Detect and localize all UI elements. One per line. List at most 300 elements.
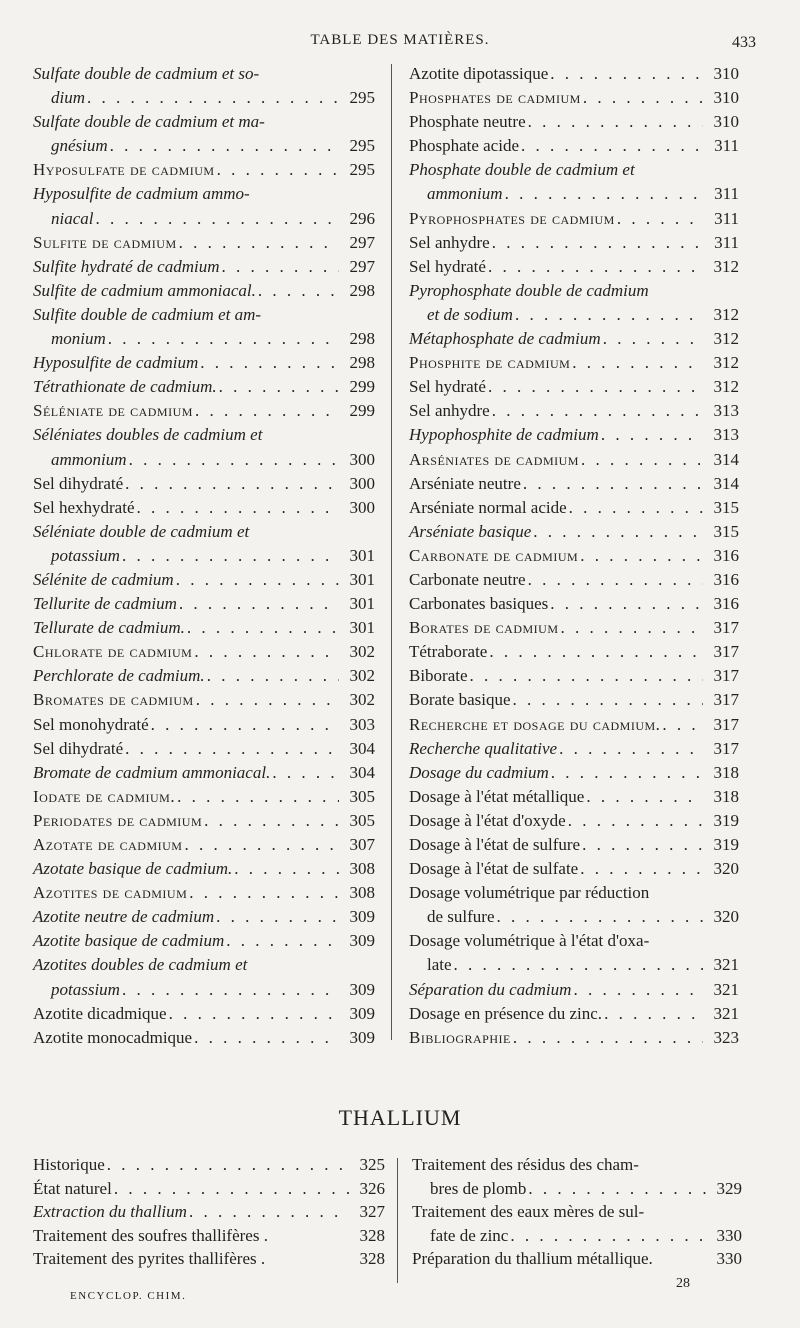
leader-dots <box>603 327 703 351</box>
toc-entry <box>409 134 739 158</box>
toc-entry-page: 308 <box>349 859 375 879</box>
toc-entry <box>409 399 739 423</box>
leader-dots <box>582 833 703 857</box>
leader-dots <box>470 664 703 688</box>
toc-entry <box>409 978 739 1002</box>
leader-dots <box>234 857 339 881</box>
leader-dots <box>114 1177 349 1201</box>
leader-dots <box>580 544 703 568</box>
toc-entry-page: 301 <box>349 545 375 565</box>
toc-entry <box>409 833 739 857</box>
toc-entry-title: Perchlorate de cadmium. <box>33 666 205 686</box>
toc-entry <box>409 1002 739 1026</box>
leader-dots <box>581 448 703 472</box>
toc-entry-page: 313 <box>713 425 739 445</box>
toc-entry-title: Séléniate double de cadmium et <box>33 521 250 541</box>
toc-entry-page: 305 <box>349 786 375 806</box>
leader-dots <box>195 399 339 423</box>
toc-entry-title: Pyrophosphate double de cadmium <box>409 280 649 300</box>
toc-entry-page: 317 <box>713 714 739 734</box>
toc-entry-page: 299 <box>349 401 375 421</box>
toc-entry <box>409 592 739 616</box>
toc-entry-title: Tétrathionate de cadmium. <box>33 377 217 397</box>
column-divider <box>391 64 392 1040</box>
page-number: 433 <box>732 34 756 51</box>
toc-entry-title: Phosphate double de cadmium et <box>409 160 635 180</box>
leader-dots <box>207 664 339 688</box>
toc-entry-title: Préparation du thallium métallique. <box>412 1249 653 1268</box>
toc-entry-title: Sulfite de cadmium ammoniacal. <box>33 280 256 300</box>
toc-entry <box>33 279 375 303</box>
toc-entry-title: et de sodium <box>427 304 513 324</box>
toc-entry <box>409 62 739 86</box>
toc-entry <box>33 592 375 616</box>
toc-entry-title: Periodates de cadmium <box>33 810 203 830</box>
leader-dots <box>488 375 703 399</box>
leader-dots <box>125 472 339 496</box>
toc-entry-title: Sel dihydraté <box>33 473 124 493</box>
toc-entry-page: 312 <box>713 377 739 397</box>
toc-entry-page: 321 <box>713 1003 739 1023</box>
toc-entry-title: Borates de cadmium <box>409 618 559 638</box>
toc-entry-page: 323 <box>713 1027 739 1047</box>
toc-entry-title: Sel anhydre <box>409 232 490 252</box>
section-title: THALLIUM <box>338 1105 462 1130</box>
leader-dots <box>528 1177 706 1201</box>
leader-dots <box>550 592 703 616</box>
leader-dots <box>125 737 339 761</box>
toc-entry-title: Arséniate basique <box>409 521 532 541</box>
toc-entry <box>33 664 375 688</box>
leader-dots <box>662 713 703 737</box>
toc-entry-page: 314 <box>713 473 739 493</box>
toc-entry <box>33 688 375 712</box>
toc-entry <box>409 688 739 712</box>
toc-entry-title: Sel anhydre <box>409 401 490 421</box>
leader-dots <box>583 86 703 110</box>
toc-entry-page: 295 <box>349 136 375 156</box>
toc-entry <box>409 737 739 761</box>
toc-entry <box>33 1002 375 1026</box>
toc-entry <box>412 1177 742 1201</box>
toc-entry <box>409 785 739 809</box>
toc-entry-page: 298 <box>349 329 375 349</box>
column-divider-bottom <box>397 1158 398 1283</box>
toc-entry-page: 300 <box>349 449 375 469</box>
toc-entry-page: 320 <box>713 859 739 879</box>
toc-entry <box>409 448 739 472</box>
toc-entry <box>409 375 739 399</box>
toc-entry-title: Hyposulfate de cadmium <box>33 160 215 180</box>
toc-entry <box>33 809 375 833</box>
toc-entry-page: 305 <box>349 810 375 830</box>
leader-dots <box>617 207 703 231</box>
leader-dots <box>107 1153 349 1177</box>
toc-entry-title: Sélénite de cadmium <box>33 569 174 589</box>
toc-entry-title: Azotite dipotassique <box>409 64 549 83</box>
toc-entry-page: 309 <box>349 931 375 951</box>
leader-dots <box>196 688 339 712</box>
toc-entry-page: 329 <box>716 1178 742 1198</box>
leader-dots <box>122 978 339 1002</box>
toc-entry <box>33 399 375 423</box>
toc-entry-title: Dosage à l'état d'oxyde <box>409 810 566 830</box>
toc-entry-page: 299 <box>349 377 375 397</box>
toc-entry-page: 328 <box>359 1225 385 1245</box>
toc-entry-page: 312 <box>713 256 739 276</box>
toc-entry-page: 327 <box>359 1202 385 1221</box>
toc-entry <box>409 472 739 496</box>
toc-entry <box>33 375 375 399</box>
leader-dots <box>573 978 703 1002</box>
toc-entry-page: 301 <box>349 594 375 614</box>
toc-entry-title: Sel hexhydraté <box>33 497 135 517</box>
toc-entry-page: 309 <box>349 1027 375 1047</box>
toc-entry-title: gnésium <box>51 136 108 156</box>
toc-entry <box>33 1177 385 1201</box>
toc-entry-title: Azotate de cadmium <box>33 835 183 854</box>
toc-entry-page: 295 <box>349 160 375 180</box>
leader-dots <box>580 857 703 881</box>
running-title: TABLE DES MATIÈRES. <box>310 32 490 48</box>
toc-entry-title: ammonium <box>51 449 127 469</box>
leader-dots <box>569 496 703 520</box>
toc-entry <box>33 86 375 110</box>
toc-entry-title: Traitement des eaux mères de sul- <box>412 1202 645 1221</box>
toc-entry-title: Sulfite de cadmium <box>33 232 177 252</box>
toc-entry-page: 309 <box>349 979 375 999</box>
leader-dots <box>572 351 703 375</box>
toc-entry <box>409 255 739 279</box>
toc-entry-title: Sel dihydraté <box>33 738 124 758</box>
toc-entry <box>33 472 375 496</box>
toc-entry-title: Traitement des pyrites thallifères . <box>33 1249 266 1268</box>
toc-entry-page: 309 <box>349 907 375 927</box>
toc-entry-page: 317 <box>713 690 739 710</box>
toc-entry-page: 310 <box>713 112 739 132</box>
toc-entry <box>33 857 375 881</box>
toc-entry-title: de sulfure <box>427 907 495 927</box>
leader-dots <box>505 182 703 206</box>
toc-entry-title: Sel hydraté <box>409 256 486 276</box>
leader-dots <box>200 351 339 375</box>
toc-entry-page: 330 <box>716 1225 742 1245</box>
leader-dots <box>492 399 703 423</box>
toc-entry-title: niacal <box>51 208 94 228</box>
leader-dots <box>489 640 703 664</box>
toc-entry-page: 295 <box>349 88 375 108</box>
leader-dots <box>454 953 703 977</box>
toc-entry-title: fate de zinc <box>430 1225 509 1245</box>
toc-entry <box>33 1026 375 1050</box>
signature-mark: 28 <box>676 1276 690 1291</box>
toc-entry-title: monium <box>51 329 106 349</box>
leader-dots <box>222 255 340 279</box>
toc-entry-title: Historique <box>33 1155 105 1174</box>
leader-dots <box>492 231 703 255</box>
leader-dots <box>219 375 339 399</box>
leader-dots <box>217 158 339 182</box>
toc-entry-page: 308 <box>349 883 375 903</box>
toc-entry-title: Sel hydraté <box>409 377 486 397</box>
toc-entry <box>409 351 739 375</box>
toc-entry <box>33 978 375 1002</box>
toc-entry-page: 317 <box>713 666 739 686</box>
toc-entry <box>409 905 739 929</box>
toc-entry <box>33 448 375 472</box>
toc-entry-page: 298 <box>349 280 375 300</box>
toc-entry-title: Carbonates basiques <box>409 594 549 614</box>
leader-dots <box>513 688 704 712</box>
toc-entry <box>33 833 375 857</box>
leader-dots <box>533 520 703 544</box>
leader-dots <box>189 881 339 905</box>
leader-dots <box>497 905 703 929</box>
toc-entry-page: 302 <box>349 690 375 710</box>
toc-entry-page: 297 <box>349 256 375 276</box>
toc-entry-title: Arséniates de cadmium <box>409 449 579 469</box>
toc-entry <box>409 231 739 255</box>
toc-entry-title: Azotite monocadmique <box>33 1027 193 1047</box>
toc-entry <box>409 713 739 737</box>
toc-column-right-bottom <box>412 1153 742 1271</box>
toc-entry-title: Sulfite hydraté de cadmium <box>33 256 220 276</box>
toc-entry-page: 302 <box>349 666 375 686</box>
leader-dots <box>528 568 703 592</box>
toc-entry-page: 328 <box>359 1249 385 1268</box>
toc-entry-title: Recherche et dosage du cadmium. <box>409 714 661 734</box>
toc-entry-page: 317 <box>713 618 739 638</box>
leader-dots <box>586 785 703 809</box>
toc-entry-title: Sulfate double de cadmium et ma- <box>33 112 265 132</box>
toc-column-left-bottom <box>33 1153 385 1271</box>
leader-dots <box>488 255 703 279</box>
toc-entry <box>33 544 375 568</box>
toc-entry-title: Chlorate de cadmium <box>33 642 193 662</box>
toc-entry-page: 315 <box>713 521 739 541</box>
toc-entry-page: 316 <box>713 545 739 565</box>
leader-dots <box>204 809 339 833</box>
leader-dots <box>110 134 339 158</box>
toc-entry-page: 307 <box>349 835 375 854</box>
toc-entry-page: 312 <box>713 304 739 324</box>
toc-entry <box>33 785 375 809</box>
toc-entry-title: Hyposulfite de cadmium ammo- <box>33 184 250 204</box>
toc-entry-title: Séléniate de cadmium <box>33 401 193 421</box>
toc-entry <box>33 231 375 255</box>
toc-entry-title: Dosage volumétrique à l'état d'oxa- <box>409 931 650 951</box>
leader-dots <box>550 62 703 86</box>
leader-dots <box>513 1026 703 1050</box>
toc-entry-page: 314 <box>713 449 739 469</box>
toc-entry-title: Carbonate de cadmium <box>409 545 579 565</box>
toc-entry-title: Extraction du thallium <box>33 1202 187 1221</box>
toc-entry <box>409 423 739 447</box>
toc-entry-page: 320 <box>713 907 739 927</box>
leader-dots <box>551 761 703 785</box>
leader-dots <box>108 327 339 351</box>
toc-entry-title: Dosage à l'état métallique <box>409 786 585 806</box>
toc-entry <box>412 1224 742 1248</box>
toc-entry-page: 301 <box>349 618 375 638</box>
toc-entry-page: 318 <box>713 762 739 782</box>
toc-entry <box>409 761 739 785</box>
leader-dots <box>216 905 339 929</box>
toc-entry <box>409 86 739 110</box>
leader-dots <box>151 713 339 737</box>
toc-entry <box>33 929 375 953</box>
toc-entry-title: Azotites doubles de cadmium et <box>33 955 248 975</box>
toc-entry-page: 311 <box>714 184 739 204</box>
toc-entry-page: 310 <box>713 88 739 108</box>
leader-dots <box>194 1026 339 1050</box>
leader-dots <box>515 303 703 327</box>
toc-entry-title: Tétraborate <box>409 642 488 662</box>
leader-dots <box>559 737 703 761</box>
leader-dots <box>561 616 703 640</box>
toc-entry-page: 325 <box>359 1155 385 1174</box>
toc-entry-page: 321 <box>713 979 739 999</box>
leader-dots <box>122 544 339 568</box>
toc-entry-page: 312 <box>713 353 739 373</box>
toc-entry-title: ammonium <box>427 184 503 204</box>
toc-entry <box>409 1026 739 1050</box>
toc-entry <box>409 544 739 568</box>
leader-dots <box>184 833 339 857</box>
toc-entry-title: Bromates de cadmium <box>33 690 194 710</box>
toc-entry-title: Dosage du cadmium <box>409 762 549 782</box>
toc-entry-title: Recherche qualitative <box>409 738 558 758</box>
toc-entry-title: Hypophosphite de cadmium <box>409 425 599 445</box>
toc-entry-title: Phosphite de cadmium <box>409 353 571 373</box>
toc-entry-title: Biborate <box>409 666 468 686</box>
toc-column-left-top <box>33 62 375 1050</box>
toc-column-right-top <box>409 62 739 1050</box>
toc-entry-title: Iodate de cadmium. <box>33 786 176 806</box>
toc-entry <box>409 568 739 592</box>
toc-entry <box>33 134 375 158</box>
toc-entry-title: Tellurite de cadmium <box>33 594 177 614</box>
toc-entry-page: 317 <box>713 642 739 662</box>
leader-dots <box>87 86 339 110</box>
toc-entry-page: 317 <box>713 738 739 758</box>
toc-entry-title: Borate basique <box>409 690 511 710</box>
leader-dots <box>129 448 339 472</box>
toc-entry-title: Bromate de cadmium ammoniacal. <box>33 762 271 782</box>
toc-entry <box>409 664 739 688</box>
toc-entry-page: 302 <box>349 642 375 662</box>
toc-entry-title: Dosage à l'état de sulfate <box>409 859 579 879</box>
toc-entry-page: 300 <box>349 497 375 517</box>
leader-dots <box>510 1224 706 1248</box>
footer-publication: ENCYCLOP. CHIM. <box>70 1290 187 1302</box>
leader-dots <box>604 1002 703 1026</box>
toc-entry-title: Dosage volumétrique par réduction <box>409 883 650 903</box>
toc-entry <box>33 881 375 905</box>
toc-entry-title: Carbonate neutre <box>409 569 526 589</box>
leader-dots <box>601 423 703 447</box>
toc-entry-title: Arséniate neutre <box>409 473 521 493</box>
toc-entry-page: 310 <box>713 64 739 83</box>
toc-entry <box>33 640 375 664</box>
toc-entry-title: Phosphate neutre <box>409 112 526 132</box>
toc-entry-page: 326 <box>359 1178 385 1198</box>
leader-dots <box>226 929 339 953</box>
toc-entry-page: 330 <box>716 1249 742 1268</box>
leader-dots <box>187 616 339 640</box>
toc-entry <box>33 1224 385 1248</box>
toc-entry-title: dium <box>51 88 85 108</box>
toc-entry-title: Arséniate normal acide <box>409 497 567 517</box>
toc-entry-page: 300 <box>349 473 375 493</box>
toc-entry <box>412 1247 742 1271</box>
toc-entry-title: Dosage en présence du zinc. <box>409 1003 603 1023</box>
toc-entry-page: 309 <box>349 1003 375 1023</box>
toc-entry <box>409 520 739 544</box>
toc-entry <box>33 761 375 785</box>
toc-entry-title: Phosphates de cadmium <box>409 88 581 108</box>
leader-dots <box>568 809 703 833</box>
toc-entry-title: potassium <box>51 979 120 999</box>
leader-dots <box>521 134 703 158</box>
toc-entry-title: État naturel <box>33 1178 112 1198</box>
toc-entry <box>33 207 375 231</box>
toc-entry-title: Azotite neutre de cadmium <box>33 907 215 927</box>
toc-entry-page: 316 <box>713 594 739 614</box>
toc-entry-page: 311 <box>714 232 739 252</box>
toc-entry-page: 312 <box>713 329 739 349</box>
toc-entry-title: potassium <box>51 545 120 565</box>
toc-entry-title: Séléniates doubles de cadmium et <box>33 425 263 445</box>
toc-entry <box>409 303 739 327</box>
toc-entry-page: 319 <box>713 810 739 830</box>
toc-entry <box>33 496 375 520</box>
leader-dots <box>179 231 339 255</box>
toc-entry <box>409 207 739 231</box>
toc-entry-title: Azotite basique de cadmium <box>33 931 225 951</box>
leader-dots <box>194 640 339 664</box>
toc-entry <box>33 1153 385 1177</box>
leader-dots <box>258 279 339 303</box>
toc-entry-title: bres de plomb <box>430 1178 527 1198</box>
leader-dots <box>137 496 340 520</box>
leader-dots <box>179 592 339 616</box>
toc-entry <box>33 905 375 929</box>
toc-entry-title: Séparation du cadmium <box>409 979 572 999</box>
toc-entry <box>409 953 739 977</box>
toc-entry <box>409 640 739 664</box>
leader-dots <box>169 1002 339 1026</box>
toc-entry-page: 315 <box>713 497 739 517</box>
toc-entry-page: 298 <box>349 353 375 373</box>
toc-entry-title: Phosphate acide <box>409 136 519 156</box>
toc-entry-page: 321 <box>713 955 739 975</box>
toc-entry-title: Bibliographie <box>409 1027 511 1047</box>
toc-entry-page: 303 <box>349 714 375 734</box>
toc-entry-page: 311 <box>714 136 739 156</box>
toc-entry <box>33 255 375 279</box>
page-header <box>0 32 800 56</box>
toc-entry-page: 311 <box>714 208 739 228</box>
toc-entry <box>409 182 739 206</box>
toc-entry-title: Traitement des soufres thallifères . <box>33 1225 268 1245</box>
leader-dots <box>528 110 703 134</box>
toc-entry <box>33 713 375 737</box>
toc-entry-page: 304 <box>349 738 375 758</box>
toc-entry <box>409 857 739 881</box>
leader-dots <box>272 761 339 785</box>
toc-entry-page: 304 <box>349 762 375 782</box>
